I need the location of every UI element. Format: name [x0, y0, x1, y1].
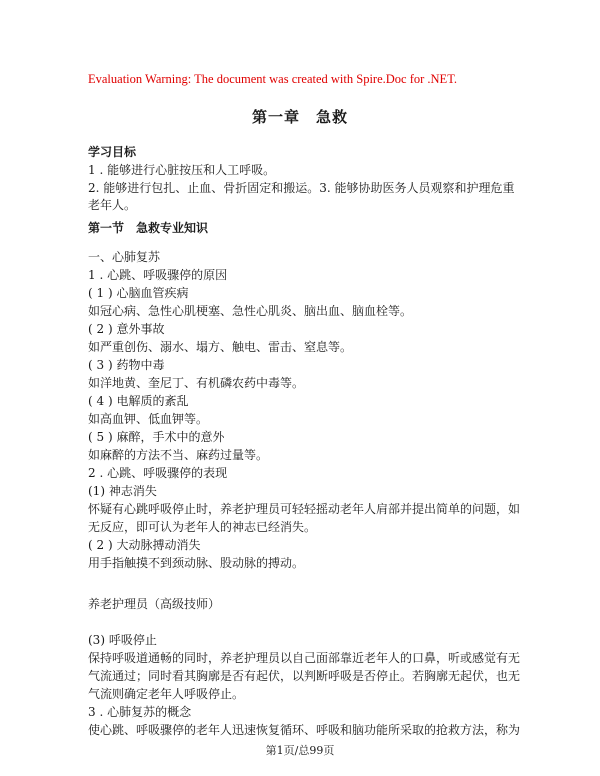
page-number-footer: 第1页/总99页 — [265, 744, 335, 757]
body-line: (3) 呼吸停止 — [88, 633, 157, 647]
body-line: ( 4 ) 电解质的紊乱 — [88, 394, 189, 408]
body-line: ( 2 ) 意外事故 — [88, 322, 165, 336]
body-line: 3 . 心肺复苏的概念 — [88, 705, 192, 719]
chapter-title: 第一章 急救 — [251, 108, 348, 126]
body-line: 1 . 心跳、呼吸骤停的原因 — [88, 268, 228, 282]
body-line: 怀疑有心跳呼吸停止时，养老护理员可轻轻摇动老年人肩部并提出简单的问题，如 — [88, 502, 521, 516]
objective-line: 老年人。 — [88, 198, 137, 212]
body-line: ( 1 ) 心脑血管疾病 — [88, 286, 189, 300]
body-line: 气流则确定老年人呼吸停止。 — [88, 687, 245, 701]
body-line: 使心跳、呼吸骤停的老年人迅速恢复循环、呼吸和脑功能所采取的抢救方法，称为 — [88, 723, 521, 737]
page-header-text: 养老护理员（高级技师） — [88, 597, 221, 611]
body-line: ( 5 ) 麻醉，手术中的意外 — [88, 430, 225, 444]
body-line: ( 2 ) 大动脉搏动消失 — [88, 538, 201, 552]
body-line: 如高血钾、低血钾等。 — [88, 412, 209, 426]
body-line: 2 . 心跳、呼吸骤停的表现 — [88, 466, 228, 480]
section-heading: 第一节 急救专业知识 — [88, 221, 209, 235]
body-line: 如麻醉的方法不当、麻药过量等。 — [88, 448, 269, 462]
body-line: ( 3 ) 药物中毒 — [88, 358, 165, 372]
body-line: 如严重创伤、溺水、塌方、触电、雷击、窒息等。 — [88, 340, 353, 354]
body-line: 保持呼吸道通畅的同时，养老护理员以自己面部靠近老年人的口鼻，听或感觉有无 — [88, 651, 521, 665]
body-line: 如冠心病、急性心肌梗塞、急性心肌炎、脑出血、脑血栓等。 — [88, 304, 413, 318]
body-line: 一、心肺复苏 — [88, 250, 161, 264]
objective-line: 2. 能够进行包扎、止血、骨折固定和搬运。3. 能够协助医务人员观察和护理危重 — [88, 181, 515, 195]
body-line: 气流通过；同时看其胸廓是否有起伏，以判断呼吸是否停止。若胸廓无起伏，也无 — [88, 669, 521, 683]
objective-line: 1 . 能够进行心脏按压和人工呼吸。 — [88, 163, 276, 177]
objectives-heading: 学习目标 — [88, 145, 137, 159]
body-line: (1) 神志消失 — [88, 484, 157, 498]
body-line: 无反应，即可认为老年人的神志已经消失。 — [88, 520, 317, 534]
evaluation-warning: Evaluation Warning: The document was created with Spire.Doc for .NET. — [88, 72, 458, 86]
body-line: 用手指触摸不到颈动脉、股动脉的搏动。 — [88, 556, 305, 570]
body-line: 如洋地黄、奎尼丁、有机磷农药中毒等。 — [88, 376, 305, 390]
